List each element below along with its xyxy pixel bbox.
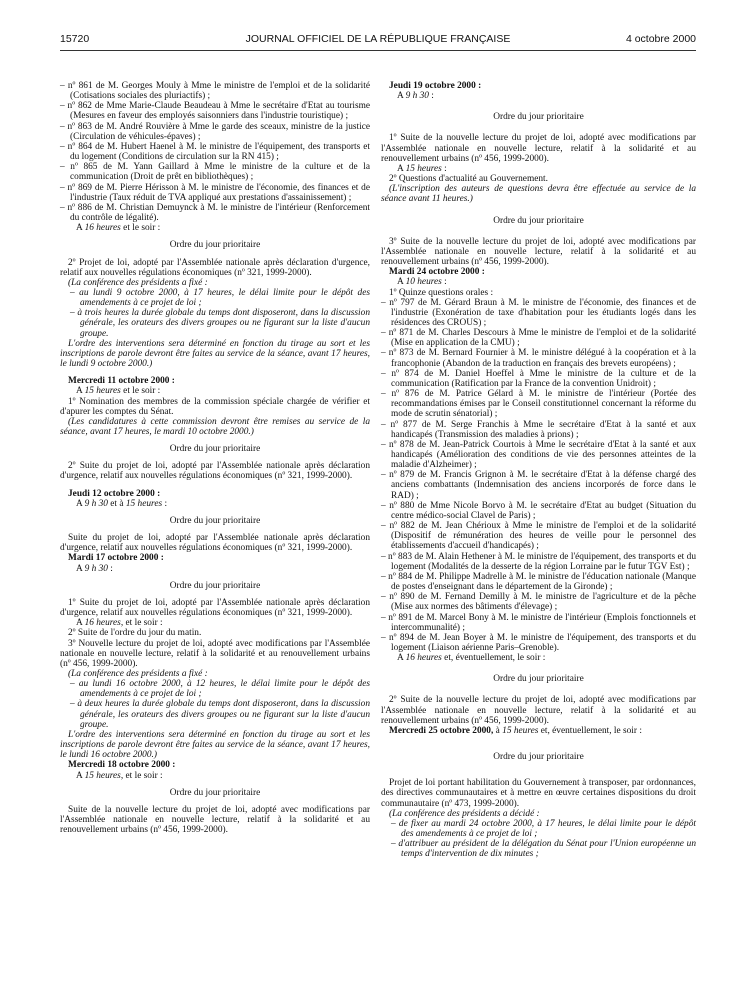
left-column [60, 81, 370, 835]
registration-note: (L'inscription des auteurs de questions devra être effectuée au service de la séance avant 11 heures.) [381, 184, 696, 205]
agenda-item: 2º Suite de l'ordre du jour du matin. [68, 628, 202, 639]
oral-question: – nº 863 de M. André Rouvière à Mme le garde des sceaux, ministre de la justice (Circulation de véhicules-épaves) ; [60, 121, 370, 142]
agenda-item: Suite du projet de loi, adopté par l'Assemblée nationale après déclaration d'urgence, relatif aux nouvelles régulations économiques (nº 321, 1999-2000). [60, 533, 370, 554]
oral-question: – nº 883 de M. Alain Hethener à M. le ministre de l'équipement, des transports et du logement (Modalités de la desserte de la région Lorraine par le futur TGV Est) ; [381, 551, 696, 572]
priority-agenda-heading: Ordre du jour prioritaire [169, 515, 261, 526]
conference-note-item: – d'attribuer au président de la délégation du Sénat pour l'Union européenne un temps d'intervention de dix minutes ; [391, 839, 696, 860]
conference-note: (La conférence des présidents a décidé : [389, 808, 540, 819]
session-time: A 15 heures, et le soir : [76, 770, 163, 781]
oral-question: – nº 871 de M. Charles Descours à Mme le ministre de l'emploi et de la solidarité (Mise en application de la CMU) ; [381, 328, 696, 349]
conference-note-item: – de fixer au mardi 24 octobre 2000, à 17 heures, le délai limite pour le dépôt des amendements à ce projet de loi ; [391, 818, 696, 839]
conference-note-item: – au lundi 9 octobre 2000, à 17 heures, le délai limite pour le dépôt des amendements à ce projet de loi ; [70, 287, 370, 309]
day-heading: Mardi 17 octobre 2000 : [68, 553, 164, 564]
session-time: A 15 heures et le soir : [76, 386, 161, 397]
session-time: A 16 heures et le soir : [76, 223, 161, 234]
oral-question: – nº 865 de M. Yann Gaillard à Mme le ministre de la culture et de la communication (Droit de prêt en bibliothèques) ; [60, 162, 370, 183]
conference-note: L'ordre des interventions sera déterminé en fonction du tirage au sort et les inscriptions de parole devront être faites au service de la séance, avant 17 heures, le lundi 16 octobre 2000.) [60, 729, 370, 761]
oral-question: – nº 877 de M. Serge Franchis à Mme le secrétaire d'Etat à la santé et aux handicapés (Transmission des maladies à prions) ; [381, 419, 696, 440]
day-heading: Mercredi 18 octobre 2000 : [68, 760, 176, 771]
agenda-item: 2º Questions d'actualité au Gouvernement. [389, 174, 548, 185]
agenda-item: 1º Quinze questions orales : [389, 287, 494, 298]
oral-question: – nº 886 de M. Christian Demuynck à M. le ministre de l'intérieur (Renforcement du contrôle de légalité). [60, 202, 370, 224]
agenda-item: 1º Suite du projet de loi, adopté par l'Assemblée nationale après déclaration d'urgence, relatif aux nouvelles régulations économiques (nº 321, 1999-2000). [60, 597, 370, 619]
priority-agenda-heading: Ordre du jour prioritaire [493, 215, 584, 226]
oral-question: – nº 873 de M. Bernard Fournier à M. le ministre délégué à la coopération et à la francophonie (Abandon de la traduction en français des brevets européens) ; [381, 348, 696, 369]
session-time: A 15 heures : [397, 163, 447, 174]
agenda-item: 2º Suite du projet de loi, adopté par l'Assemblée nationale après déclaration d'urgence, relatif aux nouvelles régulations économiques (nº 321, 1999-2000). [60, 461, 370, 482]
conference-note-item: – à trois heures la durée globale du temps dont disposeront, dans la discussion générale, les orateurs des divers groupes ou ne figurant sur la liste d'aucun groupe. [70, 308, 370, 339]
day-heading: Jeudi 19 octobre 2000 : [389, 81, 482, 91]
conference-note: (La conférence des présidents a fixé : [68, 277, 208, 288]
session-time: A 9 h 30 : [397, 91, 434, 102]
session-time: A 16 heures et, éventuellement, le soir : [397, 653, 546, 664]
oral-question: – nº 890 de M. Fernand Demilly à M. le ministre de l'agriculture et de la pêche (Mise aux normes des bâtiments d'élevage) ; [381, 592, 696, 613]
priority-agenda-heading: Ordre du jour prioritaire [493, 112, 584, 123]
priority-agenda-heading: Ordre du jour prioritaire [169, 444, 261, 455]
agenda-item: 2º Projet de loi, adopté par l'Assemblée nationale après déclaration d'urgence, relatif aux nouvelles régulations économiques (nº 321, 1999-2000). [60, 257, 370, 278]
priority-agenda-heading: Ordre du jour prioritaire [169, 240, 261, 251]
agenda-item: Suite de la nouvelle lecture du projet de loi, adopté avec modifications par l'Assemblée nationale en nouvelle lecture, relatif à la solidarité et au renouvellement urbains (nº 456, 1999-2000). [60, 804, 370, 836]
day-heading: Mercredi 11 octobre 2000 : [68, 376, 175, 387]
oral-question: – nº 869 de M. Pierre Hérisson à M. le ministre de l'économie, des finances et de l'industrie (Taux réduit de TVA appliqué aux prestations d'assainissement) ; [60, 182, 370, 203]
conference-note: (La conférence des présidents a fixé : [68, 668, 208, 679]
day-heading-inline: Mercredi 25 octobre 2000, à 15 heures et, éventuellement, le soir : [389, 725, 642, 736]
page-number: 15720 [60, 33, 90, 45]
session-time: A 16 heures, et le soir : [76, 618, 163, 629]
agenda-item: 1º Suite de la nouvelle lecture du projet de loi, adopté avec modifications par l'Assemblée nationale en nouvelle lecture, relatif à la solidarité et au renouvellement urbains (nº 456, 1999-2000). [381, 133, 696, 164]
oral-question: – nº 891 de M. Marcel Bony à M. le ministre de l'intérieur (Emplois fonctionnels et intercommunalité) ; [381, 612, 696, 633]
oral-question: – nº 878 de M. Jean-Patrick Courtois à Mme le secrétaire d'Etat à la santé et aux handicapés (Amélioration des conditions de vie des personnes atteintes de la maladie d'Alzheimer) ; [381, 439, 696, 471]
agenda-item: 3º Nouvelle lecture du projet de loi, adopté avec modifications par l'Assemblée nationale en nouvelle lecture, relatif à la solidarité et au renouvellement urbains (nº 456, 1999-2000). [60, 638, 370, 669]
agenda-item: 2º Suite de la nouvelle lecture du projet de loi, adopté avec modifications par l'Assemblée nationale en nouvelle lecture, relatif à la solidarité et au renouvellement urbains (nº 456, 1999-2000). [381, 695, 696, 726]
priority-agenda-heading: Ordre du jour prioritaire [169, 787, 261, 798]
oral-question: – nº 864 de M. Hubert Haenel à M. le ministre de l'équipement, des transports et du logement (Conditions de circulation sur la RN 415) ; [60, 141, 370, 163]
oral-question: – nº 880 de Mme Nicole Borvo à M. le secrétaire d'Etat au budget (Situation du centre médico-social Clavel de Paris) ; [381, 500, 696, 521]
conference-note-item: – au lundi 16 octobre 2000, à 12 heures, le délai limite pour le dépôt des amendements à ce projet de loi ; [70, 679, 370, 700]
agenda-item: Projet de loi portant habilitation du Gouvernement à transposer, par ordonnances, des directives communautaires et à mettre en œuvre certaines dispositions du droit communautaire (nº 473, 1999-2000). [381, 778, 696, 809]
agenda-item: 1º Nomination des membres de la commission spéciale chargée de vérifier et d'apurer les comptes du Sénat. [60, 396, 370, 417]
session-time: A 9 h 30 et à 15 heures : [76, 498, 168, 509]
agenda-item: 3º Suite de la nouvelle lecture du projet de loi, adopté avec modifications par l'Assemblée nationale en nouvelle lecture, relatif à la solidarité et au renouvellement urbains (nº 456, 1999-2000). [381, 236, 696, 268]
journal-title: JOURNAL OFFICIEL DE LA RÉPUBLIQUE FRANÇAISE [245, 33, 511, 45]
day-heading: Mardi 24 octobre 2000 : [389, 267, 485, 278]
oral-question: – nº 862 de Mme Marie-Claude Beaudeau à Mme le secrétaire d'Etat au tourisme (Mesures en faveur des employés saisonniers dans l'industrie touristique) ; [60, 101, 370, 122]
session-time: A 9 h 30 : [76, 563, 113, 574]
conference-note: L'ordre des interventions sera déterminé en fonction du tirage au sort et les inscriptions de parole devront être faites au service de la séance, avant 17 heures, le lundi 9 octobre 2000.) [60, 338, 370, 370]
priority-agenda-heading: Ordre du jour prioritaire [169, 580, 261, 591]
day-heading: Jeudi 12 octobre 2000 : [68, 488, 161, 499]
issue-date: 4 octobre 2000 [625, 33, 696, 45]
oral-question: – nº 884 de M. Philippe Madrelle à M. le ministre de l'éducation nationale (Manque de postes d'enseignant dans le département de la Gironde) ; [381, 571, 696, 593]
oral-question: – nº 882 de M. Jean Chérioux à Mme le ministre de l'emploi et de la solidarité (Dispositif de rémunération des heures de veille pour le personnel des établissements d'accueil d'handicapés) ; [381, 521, 696, 552]
candidatures-note: (Les candidatures à cette commission devront être remises au service de la séance, avant 17 heures, le mardi 10 octobre 2000.) [60, 416, 370, 437]
conference-note-item: – à deux heures la durée globale du temps dont disposeront, dans la discussion générale, les orateurs des divers groupes ou ne figurant sur la liste d'aucun groupe. [70, 699, 370, 730]
priority-agenda-heading: Ordre du jour prioritaire [493, 752, 584, 763]
page-header [60, 33, 696, 49]
right-column [381, 81, 696, 859]
oral-question: – nº 876 de M. Patrice Gélard à M. le ministre de l'intérieur (Portée des recommandations émises par le Conseil constitutionnel concernant la réforme du mode de scrutin sénatorial) ; [381, 389, 696, 420]
priority-agenda-heading: Ordre du jour prioritaire [493, 674, 584, 685]
oral-question: – nº 861 de M. Georges Mouly à Mme le ministre de l'emploi et de la solidarité (Cotisations sociales des pluriactifs) ; [60, 81, 370, 102]
oral-question: – nº 797 de M. Gérard Braun à M. le ministre de l'économie, des finances et de l'industrie (Exonération de taxe d'habitation pour les étudiants logés dans les résidences des CROUS) ; [381, 297, 696, 328]
oral-question: – nº 874 de M. Daniel Hoeffel à Mme le ministre de la culture et de la communication (Ratification par la France de la convention Unidroit) ; [381, 368, 696, 389]
header-rule [60, 50, 696, 51]
session-time: A 10 heures : [397, 277, 447, 288]
oral-question: – nº 894 de M. Jean Boyer à M. le ministre de l'équipement, des transports et du logement (Liaison aérienne Paris–Grenoble). [381, 632, 696, 653]
oral-question: – nº 879 de M. Francis Grignon à M. le secrétaire d'Etat à la défense chargé des anciens combattants (Indemnisation des anciens incorporés de force dans le RAD) ; [381, 470, 696, 501]
